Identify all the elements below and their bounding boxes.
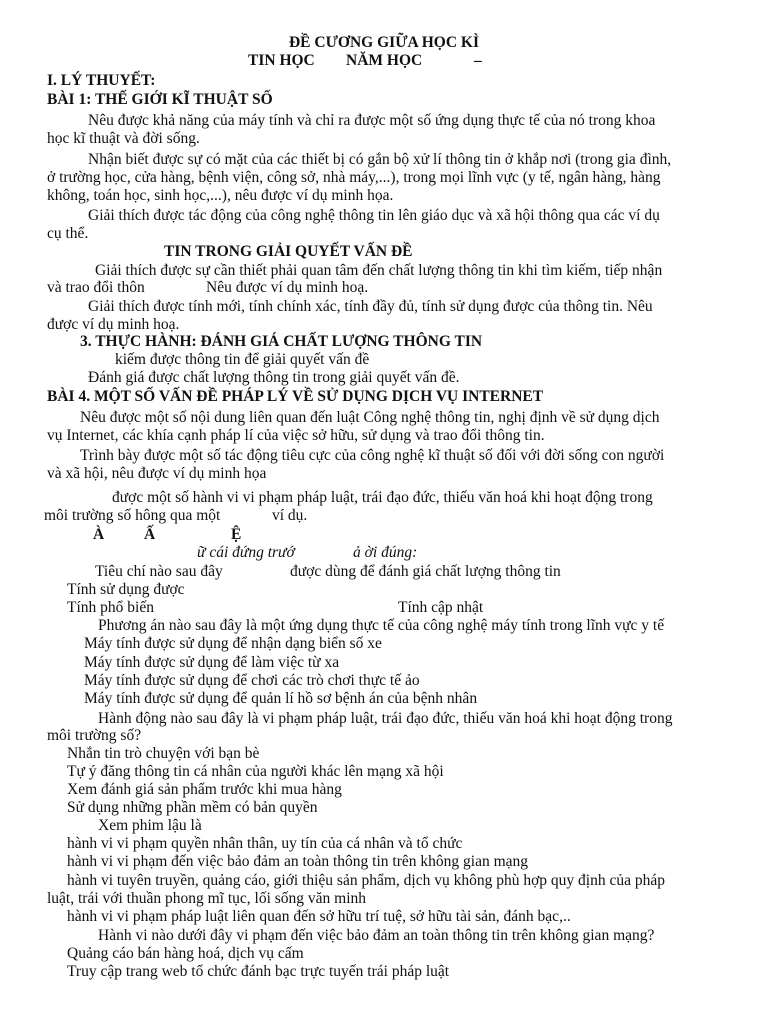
subject-label: TIN HỌC	[248, 52, 315, 69]
answer-option: Máy tính được sử dụng để làm việc từ xa	[84, 654, 340, 671]
text-line: cụ thể.	[47, 225, 89, 242]
text-line: học kĩ thuật và đời sống.	[47, 130, 200, 147]
question-2: Phương án nào sau đây là một ứng dụng thực tế của công nghệ máy tính trong lĩnh vực y tế	[98, 617, 665, 634]
answer-option-cont: luật, trái với thuần phong mĩ tục, lối sống văn minh	[47, 890, 367, 907]
text-line: được ví dụ minh hoạ.	[47, 316, 180, 333]
school-year-label: NĂM HỌC	[346, 52, 423, 69]
answer-option: hành vi vi phạm đến việc bảo đảm an toàn thông tin trên không gian mạng	[67, 853, 529, 870]
school-year-dash: –	[474, 52, 482, 69]
question-4: Xem phim lậu là	[98, 817, 202, 834]
fragment-heading: À	[93, 526, 105, 543]
text-line: ở trường học, cửa hàng, bệnh viện, công sở, nhà máy,...), trong mọi lĩnh vực (y tế, ngân hàng, hàng	[47, 169, 661, 186]
question-1: Tiêu chí nào sau đây	[95, 563, 223, 580]
document-title: ĐỀ CƯƠNG GIỮA HỌC KÌ	[288, 34, 480, 51]
answer-option: Truy cập trang web tổ chức đánh bạc trực tuyến trái pháp luật	[67, 963, 450, 980]
answer-option: Máy tính được sử dụng để quản lí hồ sơ bệnh án của bệnh nhân	[84, 690, 478, 707]
instruction-fragment: ữ cái đứng trướ	[197, 544, 295, 561]
text-line: Nêu được ví dụ minh hoạ.	[206, 279, 369, 296]
question-3-cont: môi trường số?	[47, 727, 142, 744]
answer-option: Tính sử dụng được	[67, 581, 185, 598]
lesson-heading-2: TIN TRONG GIẢI QUYẾT VẤN ĐỀ	[164, 243, 413, 260]
fragment-heading: Ệ	[231, 526, 242, 543]
text-line: và trao đổi thôn	[47, 279, 145, 296]
lesson-heading-4: BÀI 4. MỘT SỐ VẤN ĐỀ PHÁP LÝ VỀ SỬ DỤNG DỊCH VỤ INTERNET	[47, 388, 544, 405]
answer-option: hành vi vi phạm pháp luật liên quan đến sở hữu trí tuệ, sở hữu tài sản, đánh bạc,..	[67, 908, 571, 925]
question-1-cont: được dùng để đánh giá chất lượng thông tin	[290, 563, 561, 580]
answer-option: Máy tính được sử dụng để chơi các trò chơi thực tế ảo	[84, 672, 420, 689]
text-line: không, toán học, sinh học,...), nêu được ví dụ minh họa.	[47, 187, 394, 204]
text-line: vụ Internet, các khía cạnh pháp lí của việc sở hữu, sử dụng và trao đổi thông tin.	[47, 427, 545, 444]
lesson-heading-1: BÀI 1: THẾ GIỚI KĨ THUẬT SỐ	[47, 91, 273, 108]
question-5: Hành vi nào dưới đây vi phạm đến việc bảo đảm an toàn thông tin trên không gian mạng?	[98, 927, 655, 944]
answer-option: Tự ý đăng thông tin cá nhân của người khác lên mạng xã hội	[67, 763, 444, 780]
text-line: Giải thích được tác động của công nghệ thông tin lên giáo dục và xã hội thông qua các ví dụ	[88, 207, 660, 224]
text-line: kiếm được thông tin để giải quyết vấn đề	[115, 351, 370, 368]
text-line: được một số hành vi vi phạm pháp luật, trái đạo đức, thiếu văn hoá khi hoạt động trong	[112, 489, 653, 506]
section-heading-theory: I. LÝ THUYẾT:	[47, 72, 156, 89]
answer-option: hành vi tuyên truyền, quảng cáo, giới thiệu sản phẩm, dịch vụ không phù hợp quy định của pháp	[67, 872, 665, 889]
fragment-heading: Ấ	[144, 526, 156, 543]
answer-option: Nhắn tin trò chuyện với bạn bè	[67, 745, 260, 762]
lesson-heading-3: 3. THỰC HÀNH: ĐÁNH GIÁ CHẤT LƯỢNG THÔNG TIN	[80, 333, 483, 350]
text-line: môi trường số hông qua một	[44, 507, 221, 524]
text-line: Nêu được một số nội dung liên quan đến luật Công nghệ thông tin, nghị định về sử dụng dịch	[80, 409, 660, 426]
answer-option: Sử dụng những phần mềm có bản quyền	[67, 799, 318, 816]
text-line: ví dụ.	[272, 507, 308, 524]
answer-option: Xem đánh giá sản phẩm trước khi mua hàng	[67, 781, 342, 798]
answer-option: Tính phổ biến	[67, 599, 154, 616]
text-line: Giải thích được sự cần thiết phải quan tâm đến chất lượng thông tin khi tìm kiếm, tiếp nhận	[95, 262, 663, 279]
instruction-fragment: ả ời đúng:	[353, 544, 418, 561]
text-line: Trình bày được một số tác động tiêu cực của công nghệ kĩ thuật số đối với đời sống con người	[80, 447, 665, 464]
answer-option: Quảng cáo bán hàng hoá, dịch vụ cấm	[67, 945, 304, 962]
answer-option: hành vi vi phạm quyền nhân thân, uy tín của cá nhân và tổ chức	[67, 835, 463, 852]
answer-option: Máy tính được sử dụng để nhận dạng biển số xe	[84, 635, 382, 652]
answer-option: Tính cập nhật	[398, 599, 484, 616]
text-line: Đánh giá được chất lượng thông tin trong giải quyết vấn đề.	[88, 369, 460, 386]
question-3: Hành động nào sau đây là vi phạm pháp luật, trái đạo đức, thiếu văn hoá khi hoạt động trong	[98, 710, 673, 727]
text-line: Nhận biết được sự có mặt của các thiết bị có gắn bộ xử lí thông tin ở khắp nơi (trong gia đình,	[88, 151, 672, 168]
text-line: và xã hội, nêu được ví dụ minh họa	[47, 465, 267, 482]
text-line: Nêu được khả năng của máy tính và chỉ ra được một số ứng dụng thực tế của nó trong khoa	[88, 112, 656, 129]
text-line: Giải thích được tính mới, tính chính xác, tính đầy đủ, tính sử dụng được của thông tin. Nêu	[88, 298, 653, 315]
